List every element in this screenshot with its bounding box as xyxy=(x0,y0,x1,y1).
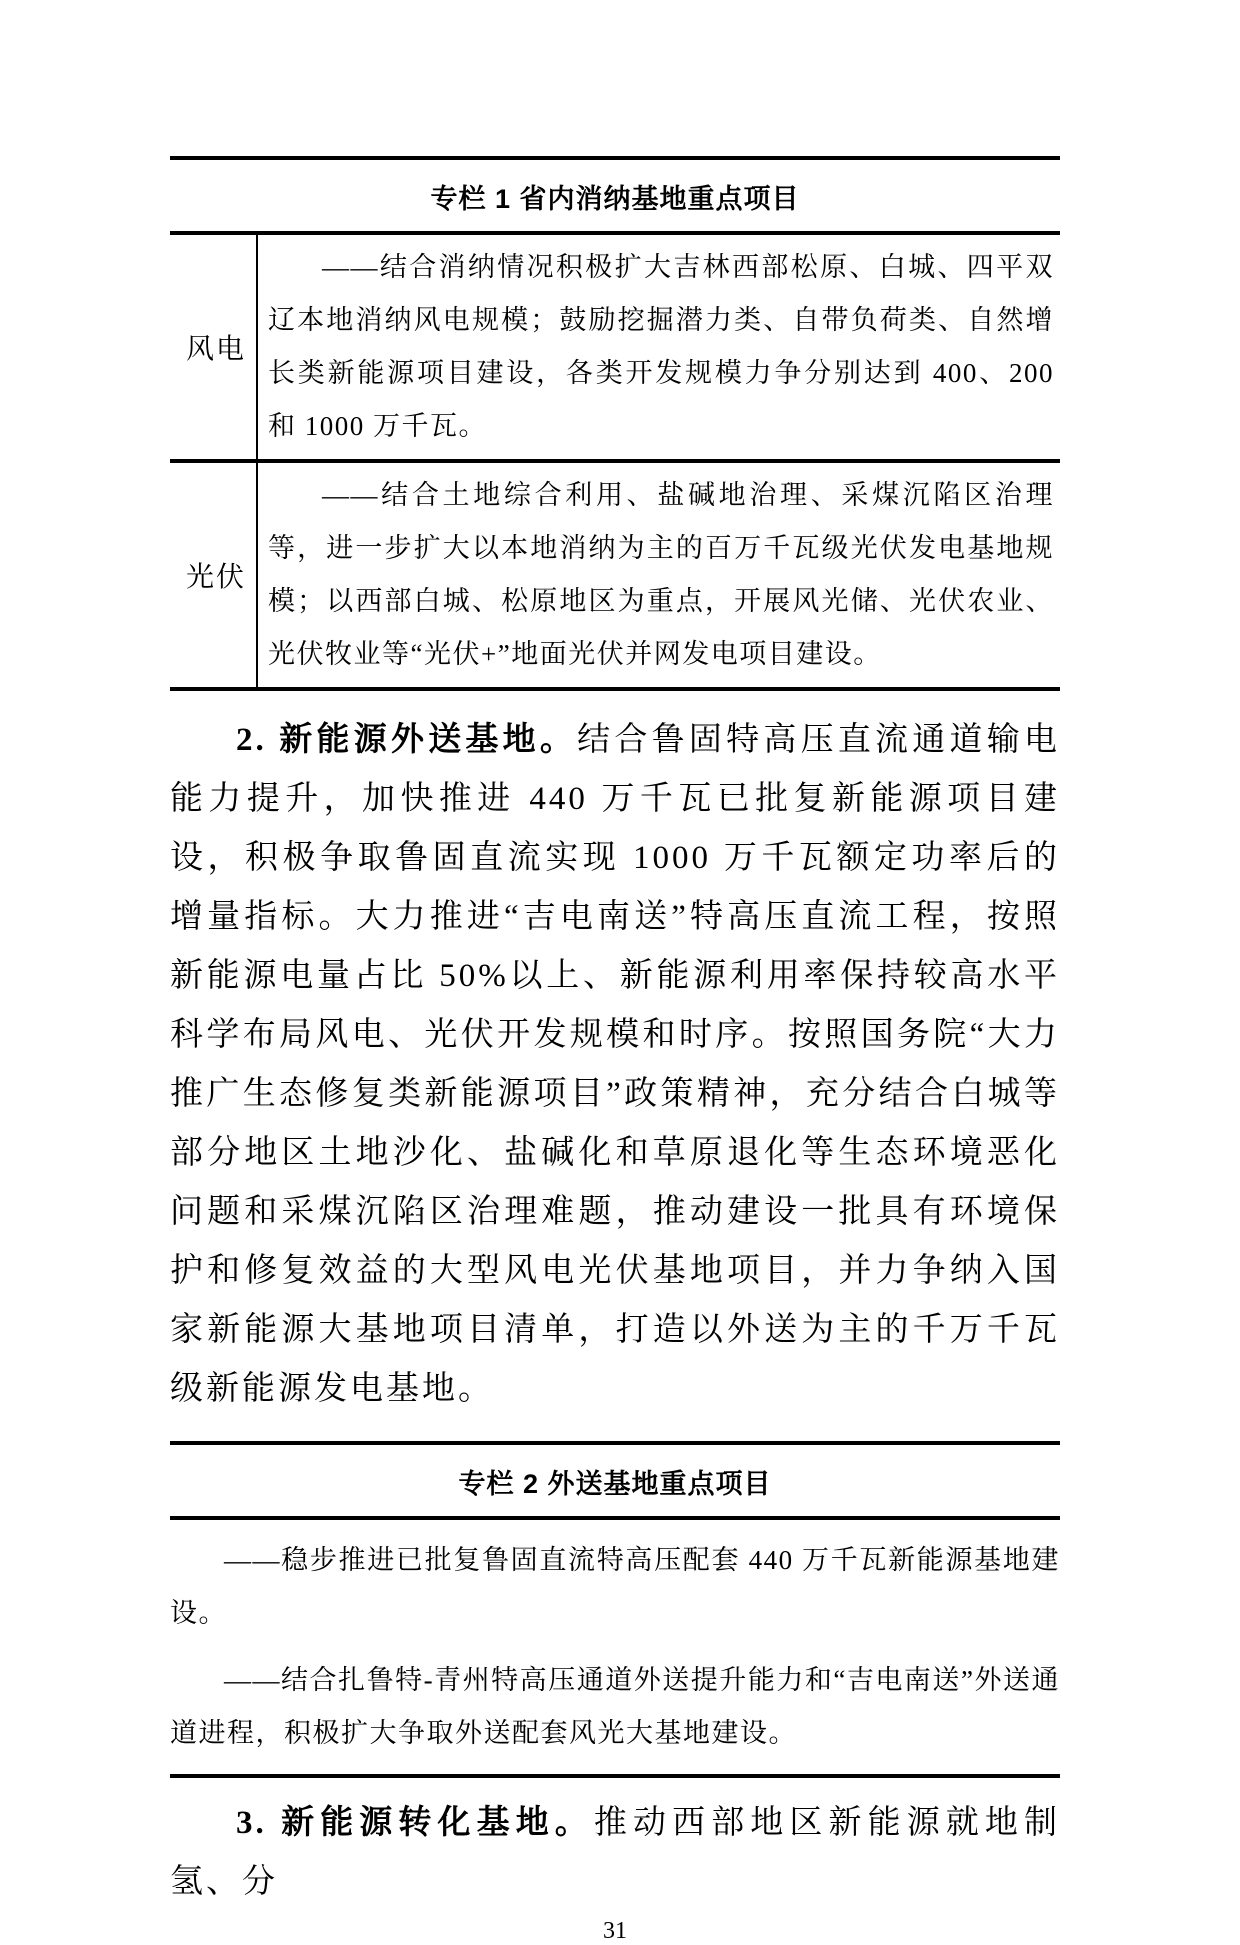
panel-2-title: 专栏 2 外送基地重点项目 xyxy=(170,1445,1060,1520)
page-number: 31 xyxy=(603,1918,627,1944)
table-row-solar xyxy=(170,463,1060,687)
panel-1-key-projects-table xyxy=(170,156,1060,691)
row-text-wind: ——结合消纳情况积极扩大吉林西部松原、白城、四平双辽本地消纳风电规模；鼓励挖掘潜力类、自带负荷类、自然增长类新能源项目建设，各类开发规模力争分别达到 400、200 和 1000 万千瓦。 xyxy=(268,252,1054,441)
panel-2-item-1: ——稳步推进已批复鲁固直流特高压配套 440 万千瓦新能源基地建设。 xyxy=(170,1545,1060,1628)
panel-1-title: 专栏 1 省内消纳基地重点项目 xyxy=(170,160,1060,235)
paragraph-outbound-base xyxy=(170,711,1060,1419)
paragraph-conversion-base-text: 推动西部地区新能源就地制氢、分 xyxy=(170,1805,1061,1900)
table-row-wind xyxy=(170,235,1060,463)
row-label-wind: 风电 xyxy=(170,235,258,459)
paragraph-outbound-base-heading: 2. 新能源外送基地。 xyxy=(236,722,578,758)
paragraph-outbound-base-text: 结合鲁固特高压直流通道输电能力提升，加快推进 440 万千瓦已批复新能源项目建设，积极争取鲁固直流实现 1000 万千瓦额定功率后的增量指标。大力推进“吉电南送”特高压直流工程，按照新能源电量占比 50%以上、新能源利用率保持较高水平科学布局风电、光伏开发规模和时序。按照国务院“大力推广生态修复类新能源项目”政策精神，充分结合白城等部分地区土地沙化、盐碱化和草原退化等生态环境恶化问题和采煤沉陷区治理难题，推动建设一批具有环境保护和修复效益的大型风电光伏基地项目，并力争纳入国家新能源大基地项目清单，打造以外送为主的千万千瓦级新能源发电基地。 xyxy=(170,722,1061,1407)
row-label-solar: 光伏 xyxy=(170,463,258,687)
row-text-solar: ——结合土地综合利用、盐碱地治理、采煤沉陷区治理等，进一步扩大以本地消纳为主的百万千瓦级光伏发电基地规模；以西部白城、松原地区为重点，开展风光储、光伏农业、光伏牧业等“光伏+”地面光伏并网发电项目建设。 xyxy=(268,480,1054,669)
panel-2-item-2: ——结合扎鲁特-青州特高压通道外送提升能力和“吉电南送”外送通道进程，积极扩大争取外送配套风光大基地建设。 xyxy=(170,1665,1060,1748)
paragraph-conversion-base xyxy=(170,1794,1060,1912)
panel-2-key-projects-box xyxy=(170,1441,1060,1778)
paragraph-conversion-base-heading: 3. 新能源转化基地。 xyxy=(236,1805,594,1841)
page-content xyxy=(170,156,1060,1945)
